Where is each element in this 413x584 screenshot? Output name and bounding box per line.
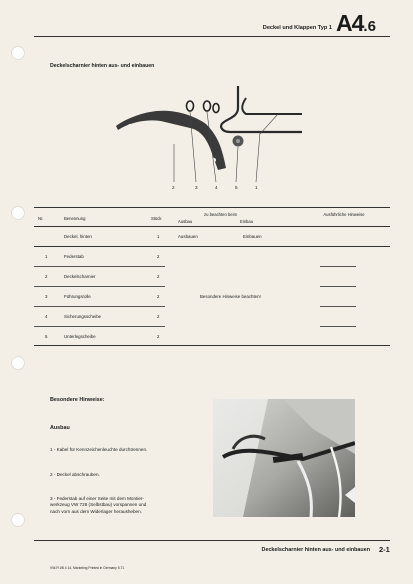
workshop-photo [213, 399, 355, 517]
cell-nr: 1 [45, 254, 48, 259]
page-number: 2-1 [379, 545, 390, 554]
notes-subheading: Ausbau [50, 425, 70, 431]
hint-line [320, 326, 356, 327]
cell-qty: 2 [157, 274, 160, 279]
note-step: 3 - Federstab auf einer Seite mit dem Montier- werkzeug VW 728 (Selbstbau) vorspannen und nach vorn aus dem Widerlager herausheben. [50, 496, 147, 514]
washer-part [187, 101, 194, 111]
callout-label: 2 [172, 185, 175, 190]
table-body [34, 247, 390, 345]
cell-nr: 2 [45, 274, 48, 279]
callout-label: 3 [195, 185, 198, 190]
header-qty: Stück [151, 216, 162, 221]
header-hints: Ausführliche Hinweise [323, 212, 365, 217]
cell-name: Deckelscharnier [64, 274, 96, 279]
table-bottom-rule [34, 345, 390, 346]
washer-part [213, 104, 219, 113]
header-nr: Nr. [38, 216, 44, 221]
cell-einbau: Einbauen [243, 234, 262, 239]
note-step: 1 - Kabel für Kennzeichenleuchte durchtrennen. [50, 447, 148, 452]
cell-nr: 3 [45, 294, 48, 299]
table-row [34, 247, 390, 266]
table-row [34, 307, 390, 326]
header-rule [34, 36, 390, 37]
punch-hole [11, 513, 25, 527]
callout-label: 1 [255, 185, 258, 190]
callout-label: 4 [215, 185, 218, 190]
section-code [336, 10, 376, 37]
punch-hole [11, 206, 25, 220]
header-group: zu beachten beim [204, 212, 238, 217]
table-row [34, 327, 390, 346]
cell-qty: 1 [157, 234, 160, 239]
hint-line [320, 266, 356, 267]
washer-part [204, 101, 211, 111]
header-ausbau: Ausbau [178, 219, 193, 224]
hinge-arm [116, 111, 226, 170]
cell-qty: 2 [157, 294, 160, 299]
note-step: 2 - Deckel abschrauben. [50, 472, 100, 477]
punch-hole [11, 46, 25, 60]
table-row-cover [34, 227, 390, 246]
hint-line [320, 306, 356, 307]
cell-name: Unterlegscheibe [64, 334, 96, 339]
cell-name: Sicherungsscheibe [64, 314, 102, 319]
footer-title: Deckelscharnier hinten aus- und einbauen [261, 547, 370, 553]
section-title: Deckelscharnier hinten aus- und einbauen [50, 63, 155, 69]
header-einbau: Einbau [240, 219, 254, 224]
cell-name: Führungsrolle [64, 294, 91, 299]
cell-qty: 2 [157, 334, 160, 339]
imprint: VW-Fl.l/B 4 14, Marketing Printed in Germany 5.71 [50, 566, 125, 570]
cell-nr: 5 [45, 334, 48, 339]
section-code-main: A4 [336, 10, 364, 36]
table-row [34, 287, 390, 306]
cell-name: Federstab [64, 254, 84, 259]
punch-hole [11, 356, 25, 370]
notes-heading: Besondere Hinweise: [50, 397, 105, 403]
section-code-sub: .6 [363, 18, 376, 35]
page-header-title: Deckel und Klappen Typ 1 [262, 25, 332, 31]
callout-label: 5 [235, 185, 238, 190]
table-row [34, 267, 390, 286]
cell-ausbau: Ausbauen [178, 234, 198, 239]
cell-name: Deckel, hinten [64, 234, 92, 239]
footer-rule [34, 540, 390, 541]
header-name: Benennung [64, 216, 86, 221]
hint-line [320, 286, 356, 287]
hinge-exploded-diagram [110, 78, 310, 188]
spring-rod [221, 86, 302, 132]
cell-qty: 2 [157, 314, 160, 319]
merged-note: Besondere Hinweise beachten! [200, 294, 261, 299]
cell-nr: 4 [45, 314, 48, 319]
cell-qty: 2 [157, 254, 160, 259]
table-header [34, 207, 390, 226]
